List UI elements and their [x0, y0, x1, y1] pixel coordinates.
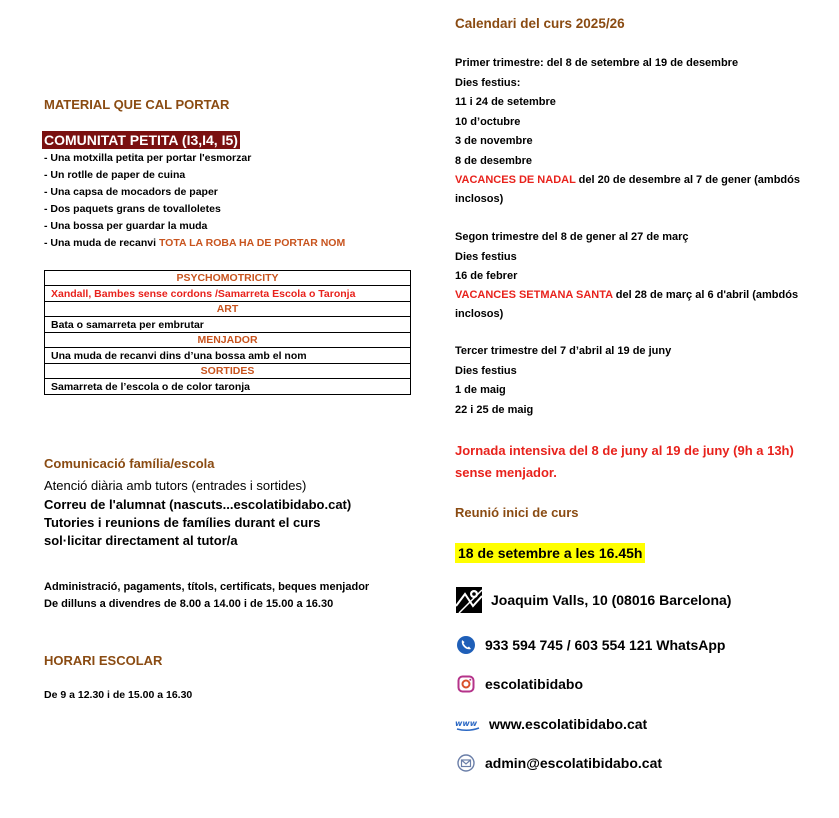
schedule-text: De 9 a 12.30 i de 15.00 a 16.30 — [44, 689, 193, 701]
material-list — [44, 150, 345, 252]
list-item-text: - Una muda de recanvi — [44, 237, 159, 249]
term3-holidays-label: Dies festius — [455, 364, 517, 377]
admin-hours: De dilluns a divendres de 8.00 a 14.00 i de 15.00 a 16.30 — [44, 598, 334, 610]
phone-icon — [455, 634, 477, 656]
table-detail: Una muda de recanvi dins d’una bossa amb el nom — [45, 348, 411, 364]
term1-holidays-label: Dies festius: — [455, 76, 521, 89]
meeting-date-text: 18 de setembre a les — [458, 545, 599, 561]
email-row — [455, 752, 662, 774]
comm-line: Tutories i reunions de famílies durant el curs — [44, 515, 321, 530]
svg-text:www: www — [455, 719, 478, 728]
table-category: PSYCHOMOTRICITY — [45, 271, 411, 286]
table-detail: Xandall, Bambes sense cordons /Samarreta Escola o Taronja — [45, 286, 411, 302]
term1-block — [455, 54, 738, 171]
instagram-link[interactable]: escolatibidabo — [485, 676, 584, 692]
vacation-label: VACANCES SETMANA SANTA — [455, 289, 613, 301]
table-detail: Samarreta de l’escola o de color taronja — [45, 379, 411, 395]
holiday-item: 11 i 24 de setembre — [455, 96, 556, 108]
schedule-heading: HORARI ESCOLAR — [44, 653, 163, 668]
instagram-icon — [455, 673, 477, 695]
term2-title: Segon trimestre del 8 de gener al 27 de març — [455, 231, 689, 243]
intensive-schedule: Jornada intensiva del 8 de juny al 19 de juny (9h a 13h) sense menjador. — [455, 443, 794, 480]
term3-block — [455, 342, 671, 420]
meeting-date — [455, 543, 645, 563]
group-title: COMUNITAT PETITA (I3,I4, I5) — [44, 132, 238, 148]
meeting-time: 16.45h — [598, 545, 643, 561]
holiday-item: 10 d’octubre — [455, 115, 521, 128]
website-row — [455, 713, 647, 735]
name-notice: TOTA LA ROBA HA DE PORTAR NOM — [158, 237, 346, 249]
admin-line: Administració, pagaments, títols, certificats, beques menjador — [44, 581, 370, 593]
address-text: Joaquim Valls, 10 (08016 Barcelona) — [491, 592, 732, 608]
globe-icon — [455, 713, 481, 735]
list-item — [44, 235, 345, 252]
phone-row — [455, 634, 725, 656]
easter-vacation — [455, 286, 825, 324]
instagram-row — [455, 673, 583, 695]
communication-heading: Comunicació família/escola — [44, 456, 215, 471]
comm-line: Atenció diària amb tutors (entrades i sortides) — [44, 478, 307, 493]
address-row — [455, 586, 731, 614]
list-item: - Una capsa de mocadors de paper — [44, 186, 218, 198]
holiday-item: 1 de maig — [455, 384, 506, 396]
list-item: - Dos paquets grans de tovalloletes — [44, 203, 221, 215]
list-item: - Una motxilla petita per portar l'esmorzar — [44, 152, 252, 164]
list-item: - Un rotlle de paper de cuina — [44, 169, 186, 181]
term3-title: Tercer trimestre del 7 d’abril al 19 de juny — [455, 345, 672, 357]
email-link[interactable]: admin@escolatibidabo.cat — [485, 755, 663, 771]
vacation-dates: del 28 de març al 6 d'abril (ambdós inclosos) — [455, 289, 799, 320]
calendar-heading: Calendari del curs 2025/26 — [455, 16, 625, 31]
christmas-vacation — [455, 171, 825, 209]
website-link[interactable]: www.escolatibidabo.cat — [489, 716, 648, 732]
table-category: MENJADOR — [45, 333, 411, 348]
holiday-item: 16 de febrer — [455, 270, 518, 282]
holiday-item: 3 de novembre — [455, 135, 533, 147]
phone-link[interactable]: 933 594 745 / 603 554 121 WhatsApp — [485, 637, 726, 653]
holiday-item: 22 i 25 de maig — [455, 403, 534, 416]
term1-title: Primer trimestre: del 8 de setembre al 19 de desembre — [455, 57, 739, 69]
comm-line: Correu de l'alumnat (nascuts...escolatibidabo.cat) — [44, 497, 352, 512]
email-icon — [455, 752, 477, 774]
vacation-dates: del 20 de desembre al 7 de gener (ambdós inclosos) — [455, 174, 800, 205]
vacation-label: VACANCES DE NADAL — [455, 174, 576, 186]
table-category: SORTIDES — [45, 364, 411, 379]
map-icon — [455, 586, 483, 614]
material-heading: MATERIAL QUE CAL PORTAR — [44, 97, 230, 112]
comm-line: sol·licitar directament al tutor/a — [44, 533, 238, 548]
table-detail: Bata o samarreta per embrutar — [45, 317, 411, 333]
table-category: ART — [45, 302, 411, 317]
term2-holidays-label: Dies festius — [455, 250, 517, 263]
activities-table — [44, 270, 411, 395]
holiday-item: 8 de desembre — [455, 154, 533, 167]
meeting-heading: Reunió inici de curs — [455, 505, 579, 520]
list-item: - Una bossa per guardar la muda — [44, 220, 208, 232]
term2-block — [455, 228, 689, 287]
